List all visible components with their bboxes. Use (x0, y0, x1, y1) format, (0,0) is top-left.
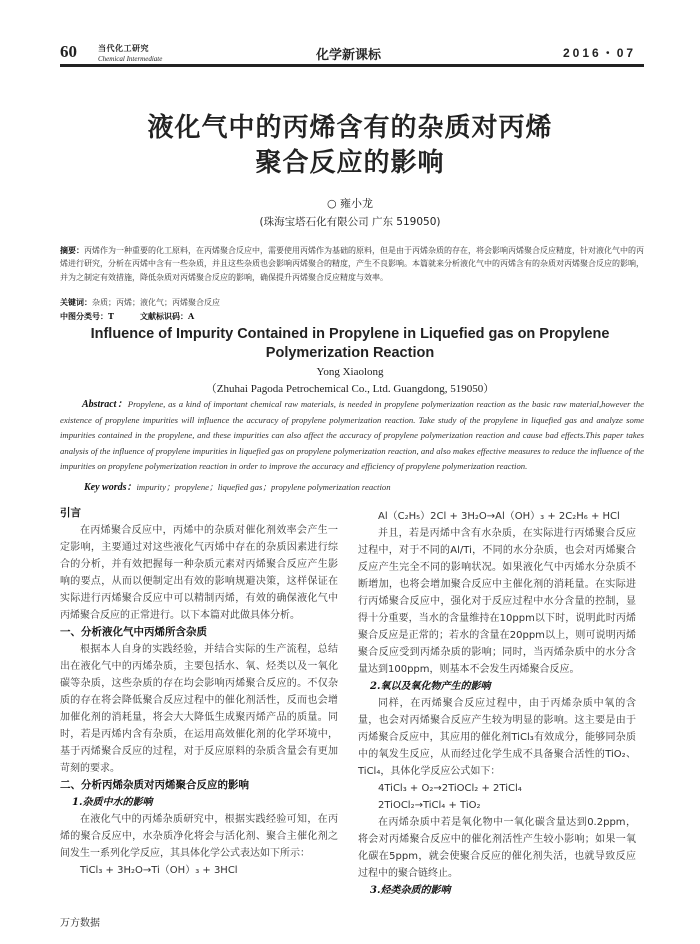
english-abstract (60, 397, 644, 475)
subsection-water-paragraph: 在液化气中的丙烯杂质研究中，根据实践经验可知，在丙烯的聚合反应中，水杂质净化将会与活化剂、聚合主催化剂之间发生一系列化学反应，其具体化学公式表达如下所示： (60, 814, 338, 859)
class-value: T (108, 311, 114, 321)
abstract-text: 丙烯作为一种重要的化工原料，在丙烯聚合反应中，需要使用丙烯作为基础的原料，但是由于丙烯杂质的存在，将会影响丙烯聚合反应精度，针对液化气中的丙烯进行研究，分析在丙烯中含有一些杂质，并且这些杂质也会影响丙烯聚合的精度，产生不良影响。本篇就来分析液化气中的丙烯含有的杂质对丙烯聚合反应的影响，并为之制定有效措施，降低杂质对丙烯聚合反应的影响，确保提升丙烯聚合反应精度与效率。 (60, 246, 644, 282)
keywords-cn (60, 296, 644, 309)
page-number: 60 (60, 42, 77, 61)
keywords-label: 关键词： (60, 297, 92, 307)
right-column (358, 508, 636, 899)
journal-name-en: Chemical Intermediate (98, 55, 163, 63)
equation-3: 4TiCl₃ + O₂→2TiOCl₂ + 2TiCl₄ (378, 783, 522, 794)
author: ○ 雍小龙 (326, 197, 374, 210)
english-keywords-text: impurity；propylene；liquefied gas；propylene polymerization reaction (136, 482, 391, 492)
section-1-heading: 一、分析液化气中丙烯所含杂质 (60, 626, 207, 638)
english-abstract-label: Abstract： (82, 399, 128, 410)
subsection-water-heading: 1.杂质中水的影响 (72, 797, 153, 808)
equation-4: 2TiOCl₂→TiCl₄ + TiO₂ (378, 800, 481, 811)
subsection-oxygen-heading: 2.氧以及氧化物产生的影响 (370, 681, 491, 692)
english-keywords (84, 478, 391, 493)
english-title-line-1: Influence of Impurity Contained in Propylene in Liquefied gas on Propylene (90, 326, 610, 342)
journal-name-cn: 当代化工研究 (98, 44, 149, 53)
subsection-oxygen-paragraph: 同样，在丙烯聚合反应过程中，由于丙烯杂质中氧的含量，也会对丙烯聚合反应产生较为明显的影响。这主要是由于丙烯聚合反应中，其应用的催化剂TiCl₃有效成分，能够同杂质中的氧发生反应，从而经过化学生成不具备聚合活性的TiO₂、TiCl₄，具体化学反应公式如下： (358, 698, 636, 777)
equation-1: TiCl₃ + 3H₂O→Ti（OH）₃ + 3HCl (80, 865, 238, 876)
section-1-paragraph: 根据本人自身的实践经验，并结合实际的生产流程，总结出在液化气中的丙烯杂质，主要包括水、氧、烃类以及一氧化碳等杂质，这些杂质的存在均会影响丙烯聚合反应的。不仅杂质的存在将会降低聚合反应过程中的催化剂活性，反而也会增加催化剂的消耗量，将会大大降低生成聚丙烯产品的质量。同时，若是丙烯内含有杂质，在运用高效催化剂的化学环境中，基于丙烯聚合反应的过程，对于反应原料的杂质含量会有更加苛刻的要求。 (60, 644, 338, 774)
paper-title-line-2: 聚合反应的影响 (255, 148, 445, 178)
left-column (60, 505, 338, 879)
intro-paragraph: 在丙烯聚合反应中，丙烯中的杂质对催化剂效率会产生一定影响，主要通过对这些液化气丙烯中存在的杂质因素进行综合的分析，并有效把握每一种杂质元素对丙烯聚合反应产生影响的要点，从而以便制定出有效的影响规避决策，这样保证在实际进行丙烯聚合反应中可以精制丙烯，有效的确保液化气中丙烯聚合反应的正常进行。以下本篇对此做具体分析。 (60, 525, 338, 621)
paper-title-line-1: 液化气中的丙烯含有的杂质对丙烯 (147, 113, 553, 143)
intro-heading: 引言 (60, 507, 81, 519)
english-author: Yong Xiaolong (316, 366, 384, 378)
classification (60, 310, 644, 323)
english-title-line-2: Polymerization Reaction (265, 345, 435, 361)
header-divider (60, 64, 644, 67)
abstract-cn (60, 244, 644, 284)
section-2-heading: 二、分析丙烯杂质对丙烯聚合反应的影响 (60, 779, 249, 791)
footer-watermark: 万方数据 (60, 918, 100, 929)
subsection-oxygen-continued: 在丙烯杂质中若是氧化物中一氧化碳含量达到0.2ppm，将会对丙烯聚合反应中的催化剂活性产生较小影响；如果一氧化碳在5ppm，就会使聚合反应的催化剂失活，也就导致反应过程中的聚合链终止。 (358, 817, 636, 879)
keywords-text: 杂质；丙烯；液化气；丙烯聚合反应 (92, 298, 220, 307)
abstract-label: 摘要： (60, 245, 84, 255)
english-keywords-label: Key words： (84, 482, 137, 493)
english-affiliation: （Zhuhai Pagoda Petrochemical Co., Ltd. Guangdong, 519050） (205, 383, 495, 395)
subsection-water-continued: 并且，若是丙烯中含有水杂质，在实际进行丙烯聚合反应过程中，对于不同的Al/Ti，不同的水分杂质，也会对丙烯聚合反应产生完全不同的影响状况。如果液化气中丙烯水分杂质不断增加，也将会增加聚合反应中主催化剂的消耗量。在实际进行丙烯聚合反应中，强化对于反应过程中水分含量的控制，显得十分重要，当水的含量维持在10ppm以下时，说明此时丙烯聚合反应是正常的；若水的含量在20ppm以上，则可说明丙烯聚合反应受到丙烯杂质的影响；同时，当丙烯杂质中的水分含量达到100ppm，则基本不会发生丙烯聚合反应。 (358, 528, 636, 675)
issue-number: 2016・07 (563, 46, 637, 60)
affiliation: (珠海宝塔石化有限公司 广东 519050) (259, 216, 441, 228)
english-abstract-text: Propylene, as a kind of important chemical raw materials, is needed in propylene polymerization reaction as the basic raw material,however the existence of propylene impurities will influence the accuracy of propylene polymerization reaction. Take study of the propylene in liquefied gas and analyze some impurities contained in the propylene, and these impurities can also affect the accuracy of propylene polymerization reaction and cause bad effects.This paper takes analysis of the influence of propylene impurities in liquefied gas on propylene polymerization reaction, and also makes effective measures to reduce the influence of the impurities on propylene polymerization reaction in order to improve the accuracy and efficiency of propylene polymerization reaction. (60, 399, 644, 472)
doc-value: A (187, 311, 195, 321)
column-name: 化学新课标 (316, 48, 382, 63)
equation-2: Al（C₂H₅）2Cl + 3H₂O→Al（OH）₃ + 2C₂H₆ + HCl (378, 511, 620, 522)
subsection-hydrocarbon-heading: 3.烃类杂质的影响 (370, 885, 451, 896)
class-label: 中图分类号： (60, 311, 108, 321)
doc-label: 文献标识码： (139, 311, 188, 321)
